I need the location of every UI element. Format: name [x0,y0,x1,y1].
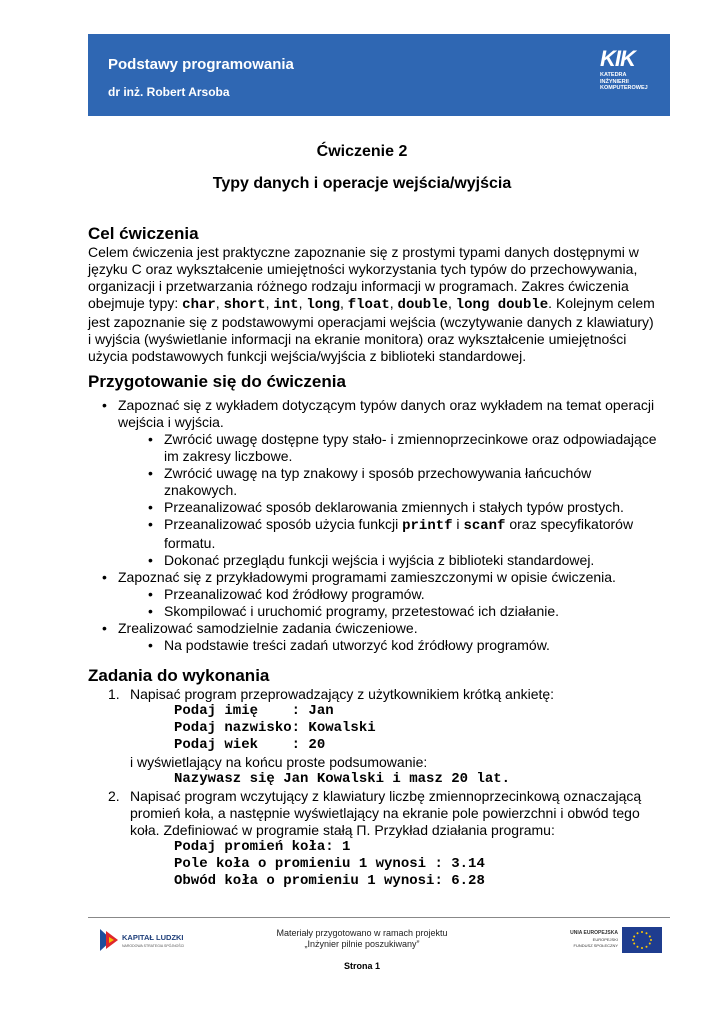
logo-subtitle: NARODOWA STRATEGIA SPÓJNOŚCI [122,944,185,948]
type-double: double [397,297,448,313]
author-name: dr inż. Robert Arsoba [108,85,230,99]
section-heading-przygotowanie: Przygotowanie się do ćwiczenia [88,372,346,391]
list-item: • Dokonać przeglądu funkcji wejścia i wyjścia z biblioteki standardowej. [142,552,658,569]
logo-title: UNIA EUROPEJSKA [570,930,618,936]
logo-subtitle: FUNDUSZ SPOŁECZNY [573,943,618,948]
type-int: int [273,297,299,313]
task-item: 1. Napisać program przeprowadzający z użytkownikiem krótką ankietę: Podaj imię : Jan Podaj nazwisko: Kowalski Podaj wiek : 20 i wyświetlający na końcu proste podsumowanie: Nazywasz się Jan Kowalski i masz 20 lat. [88,686,658,788]
list-item: • Przeanalizować sposób użycia funkcji printf i scanf oraz specyfikatorów formatu. [142,516,658,552]
list-item: • Zapoznać się z przykładowymi programami zamieszczonymi w opisie ćwiczenia. • Przeanalizować kod źródłowy programów. • Skompilować i uruchomić programy, przetestować ich działanie. [88,569,658,620]
logo-subtitle: EUROPEJSKI [592,937,618,942]
type-char: char [182,297,216,313]
cel-paragraph: Celem ćwiczenia jest praktyczne zapoznanie się z prostymi typami danych dostępnymi w języku C oraz wykształcenie umiejętności wykorzystania tych typów do przechowywania, organizacji i przetwarzania różnego rodzaju informacji w programach. Zakres ćwiczenia obejmuje typy: char, short, int, long, float, double, long double. Kolejnym celem jest zapoznanie się z podstawowymi operacjami wejścia (wczytywanie danych z klawiatury) i wyjścia (wyświetlanie informacji na ekranie monitora) oraz wykształcenie umiejętności użycia podstawowych funkcji wejścia/wyjścia z biblioteki standardowej. [88,244,655,364]
section-heading-cel: Cel ćwiczenia [88,224,199,243]
section-heading-zadania: Zadania do wykonania [88,666,270,685]
type-short: short [223,297,266,313]
list-item: • Zrealizować samodzielnie zadania ćwiczeniowe. • Na podstawie treści zadań utworzyć kod źródłowy programów. [88,620,658,654]
tasks-list [88,686,658,890]
department-logo [600,48,660,108]
footer-divider [88,917,670,918]
logo-line: INŻYNIERII [600,78,629,85]
preparation-list [88,397,658,654]
list-item: • Skompilować i uruchomić programy, przetestować ich działanie. [142,603,658,620]
code-block: Podaj promień koła: 1 Pole koła o promieniu 1 wynosi : 3.14 Obwód koła o promieniu 1 wynosi: 6.28 [174,839,485,889]
list-item: • Na podstawie treści zadań utworzyć kod źródłowy programów. [142,637,658,654]
list-item: • Przeanalizować sposób deklarowania zmiennych i stałych typów prostych. [142,499,658,516]
type-long: long [306,297,340,313]
document-body [88,224,658,890]
exercise-number: Ćwiczenie 2 [316,143,408,160]
code-block: Podaj imię : Jan Podaj nazwisko: Kowalski Podaj wiek : 20 [174,703,376,753]
footer-project-text: Materiały przygotowano w ramach projektu „Inżynier pilnie poszukiwany” [276,928,448,949]
eu-flag-icon [622,927,662,953]
exercise-title: Typy danych i operacje wejścia/wyjścia [212,175,512,192]
code-block: Nazywasz się Jan Kowalski i masz 20 lat. [174,771,511,787]
list-item: • Zapoznać się z wykładem dotyczącym typów danych oraz wykładem na temat operacji wejścia i wyjścia. • Zwrócić uwagę dostępne typy stało- i zmiennoprzecinkowe oraz odpowiadające im zakresy liczbowe. • Zwrócić uwagę na typ znakowy i sposób przechowywania łańcuchów znakowych. • Przeanalizować sposób deklarowania zmiennych i stałych typów prostych. • Przeanalizować sposób użycia funkcji printf i scanf oraz specyfikatorów formatu. • Dokonać przeglądu funkcji wejścia i wyjścia z biblioteki standardowej. [88,397,658,569]
page-number: Strona 1 [343,961,380,971]
course-title: Podstawy programowania [108,56,294,73]
list-item: • Zwrócić uwagę na typ znakowy i sposób przechowywania łańcuchów znakowych. [142,465,658,499]
type-long-double: long double [455,297,549,313]
list-item: • Zwrócić uwagę dostępne typy stało- i zmiennoprzecinkowe oraz odpowiadające im zakresy liczbowe. [142,431,658,465]
eu-social-fund-logo [556,925,664,955]
task-item: 2. Napisać program wczytujący z klawiatury liczbę zmiennoprzecinkową oznaczającą promień koła, a następnie wyświetlający na ekranie pole powierzchni i obwód tego koła. Zdefiniować w programie stałą Π. Przykład działania programu: Podaj promień koła: 1 Pole koła o promieniu 1 wynosi : 3.14 Obwód koła o promieniu 1 wynosi: 6.28 [88,788,658,890]
logo-title: KAPITAŁ LUDZKI [122,933,184,942]
list-item: • Przeanalizować kod źródłowy programów. [142,586,658,603]
type-float: float [347,297,390,313]
document-header [88,34,670,116]
logo-line: KOMPUTEROWEJ [600,85,648,91]
logo-letters: KIK [600,46,635,71]
logo-line: KATEDRA [600,72,627,78]
